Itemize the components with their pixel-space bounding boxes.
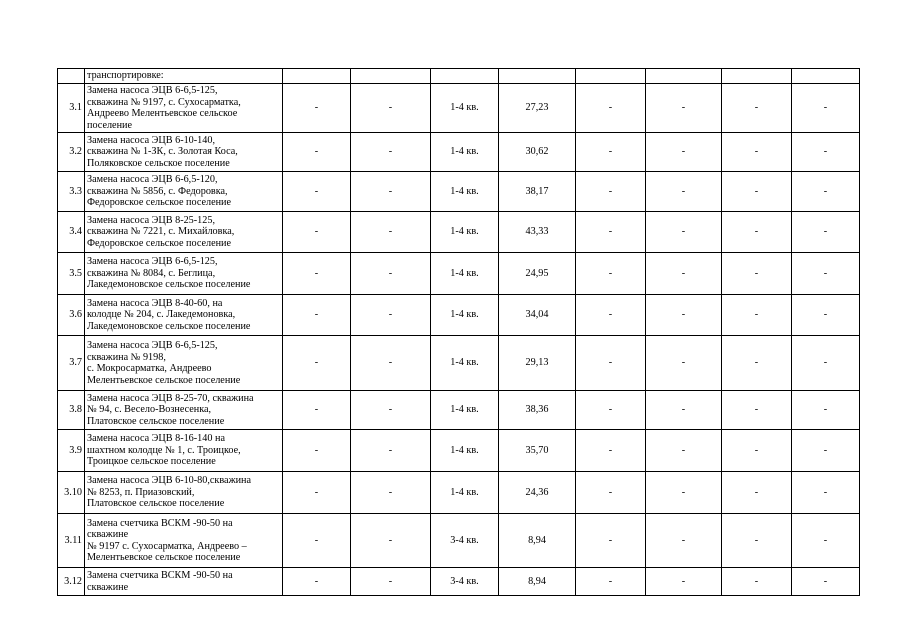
period-value: 1-4 кв.: [431, 133, 499, 172]
amount-value: 24,36: [499, 472, 576, 514]
col-1-value: -: [283, 133, 351, 172]
table-row: [58, 514, 860, 568]
col-2-value: -: [351, 472, 431, 514]
col-7-value: -: [722, 391, 792, 430]
col-6-value: [646, 69, 722, 84]
row-number: [58, 69, 85, 84]
col-6-value: -: [646, 472, 722, 514]
amount-value: 27,23: [499, 84, 576, 133]
col-2-value: -: [351, 430, 431, 472]
col-7-value: -: [722, 84, 792, 133]
col-2-value: -: [351, 514, 431, 568]
col-8-value: -: [792, 212, 860, 253]
col-7-value: -: [722, 430, 792, 472]
col-2-value: -: [351, 133, 431, 172]
col-2-value: -: [351, 295, 431, 336]
col-8-value: -: [792, 472, 860, 514]
col-7-value: -: [722, 253, 792, 295]
col-8-value: -: [792, 253, 860, 295]
table-row: [58, 391, 860, 430]
period-value: [431, 69, 499, 84]
col-7-value: [722, 69, 792, 84]
period-value: 3-4 кв.: [431, 568, 499, 596]
amount-value: 38,17: [499, 172, 576, 212]
table-row: [58, 253, 860, 295]
col-7-value: -: [722, 295, 792, 336]
col-5-value: -: [576, 472, 646, 514]
col-8-value: -: [792, 295, 860, 336]
table-row: [58, 133, 860, 172]
col-1-value: -: [283, 295, 351, 336]
col-8-value: -: [792, 391, 860, 430]
col-5-value: -: [576, 391, 646, 430]
row-number: 3.9: [58, 430, 85, 472]
amount-value: 34,04: [499, 295, 576, 336]
period-value: 3-4 кв.: [431, 514, 499, 568]
col-1-value: -: [283, 172, 351, 212]
work-description: Замена насоса ЭЦВ 6-6,5-125, скважина № 9198, с. Мокросарматка, Андреево Мелентьевское сельское поселение: [85, 336, 283, 391]
row-number: 3.7: [58, 336, 85, 391]
work-description: Замена насоса ЭЦВ 6-10-80,скважина № 8253, п. Приазовский, Платовское сельское поселение: [85, 472, 283, 514]
col-1-value: -: [283, 336, 351, 391]
col-7-value: -: [722, 172, 792, 212]
work-description: Замена насоса ЭЦВ 8-40-60, на колодце № 204, с. Лакедемоновка, Лакедемоновское сельское поселение: [85, 295, 283, 336]
col-2-value: -: [351, 253, 431, 295]
amount-value: 38,36: [499, 391, 576, 430]
col-5-value: -: [576, 84, 646, 133]
col-1-value: -: [283, 472, 351, 514]
period-value: 1-4 кв.: [431, 391, 499, 430]
col-8-value: [792, 69, 860, 84]
period-value: 1-4 кв.: [431, 172, 499, 212]
col-6-value: -: [646, 172, 722, 212]
col-2-value: [351, 69, 431, 84]
col-8-value: -: [792, 133, 860, 172]
col-7-value: -: [722, 212, 792, 253]
col-2-value: -: [351, 336, 431, 391]
col-1-value: -: [283, 568, 351, 596]
works-table: [57, 68, 860, 596]
table-row: [58, 212, 860, 253]
col-6-value: -: [646, 336, 722, 391]
work-description: Замена насоса ЭЦВ 8-25-125, скважина № 7221, с. Михайловка, Федоровское сельское поселение: [85, 212, 283, 253]
row-number: 3.2: [58, 133, 85, 172]
period-value: 1-4 кв.: [431, 430, 499, 472]
col-2-value: -: [351, 212, 431, 253]
amount-value: 43,33: [499, 212, 576, 253]
col-1-value: -: [283, 430, 351, 472]
col-8-value: -: [792, 84, 860, 133]
amount-value: 24,95: [499, 253, 576, 295]
col-5-value: -: [576, 568, 646, 596]
row-number: 3.3: [58, 172, 85, 212]
col-1-value: [283, 69, 351, 84]
col-1-value: -: [283, 391, 351, 430]
col-5-value: -: [576, 172, 646, 212]
amount-value: 35,70: [499, 430, 576, 472]
col-1-value: -: [283, 514, 351, 568]
table-row: [58, 172, 860, 212]
col-7-value: -: [722, 568, 792, 596]
col-8-value: -: [792, 568, 860, 596]
table-row: [58, 430, 860, 472]
work-description: Замена насоса ЭЦВ 8-25-70, скважина № 94, с. Весело-Вознесенка, Платовское сельское поселение: [85, 391, 283, 430]
col-6-value: -: [646, 568, 722, 596]
amount-value: 30,62: [499, 133, 576, 172]
amount-value: [499, 69, 576, 84]
period-value: 1-4 кв.: [431, 212, 499, 253]
col-1-value: -: [283, 253, 351, 295]
row-number: 3.8: [58, 391, 85, 430]
col-5-value: -: [576, 295, 646, 336]
work-description: Замена насоса ЭЦВ 6-6,5-125, скважина № 9197, с. Сухосарматка, Андреево Мелентьевское сельское поселение: [85, 84, 283, 133]
row-number: 3.4: [58, 212, 85, 253]
col-6-value: -: [646, 430, 722, 472]
work-description: Замена насоса ЭЦВ 6-10-140, скважина № 1-ЗК, с. Золотая Коса, Поляковское сельское поселение: [85, 133, 283, 172]
col-6-value: -: [646, 133, 722, 172]
col-2-value: -: [351, 172, 431, 212]
col-5-value: -: [576, 430, 646, 472]
amount-value: 8,94: [499, 568, 576, 596]
work-description: Замена насоса ЭЦВ 6-6,5-120, скважина № 5856, с. Федоровка, Федоровское сельское поселение: [85, 172, 283, 212]
table-row: [58, 568, 860, 596]
col-5-value: -: [576, 336, 646, 391]
col-6-value: -: [646, 84, 722, 133]
amount-value: 29,13: [499, 336, 576, 391]
table-row: [58, 295, 860, 336]
col-5-value: -: [576, 253, 646, 295]
col-8-value: -: [792, 514, 860, 568]
table-row: [58, 69, 860, 84]
col-8-value: -: [792, 430, 860, 472]
period-value: 1-4 кв.: [431, 336, 499, 391]
col-1-value: -: [283, 84, 351, 133]
row-number: 3.12: [58, 568, 85, 596]
col-8-value: -: [792, 336, 860, 391]
amount-value: 8,94: [499, 514, 576, 568]
table-row: [58, 336, 860, 391]
row-number: 3.10: [58, 472, 85, 514]
row-number: 3.1: [58, 84, 85, 133]
col-7-value: -: [722, 133, 792, 172]
period-value: 1-4 кв.: [431, 253, 499, 295]
table-row: [58, 84, 860, 133]
col-5-value: -: [576, 133, 646, 172]
work-description: Замена насоса ЭЦВ 8-16-140 на шахтном колодце № 1, с. Троицкое, Троицкое сельское поселение: [85, 430, 283, 472]
col-6-value: -: [646, 514, 722, 568]
col-2-value: -: [351, 391, 431, 430]
col-7-value: -: [722, 514, 792, 568]
col-2-value: -: [351, 568, 431, 596]
col-5-value: -: [576, 212, 646, 253]
work-description: Замена счетчика ВСКМ -90-50 на скважине: [85, 568, 283, 596]
col-5-value: [576, 69, 646, 84]
period-value: 1-4 кв.: [431, 295, 499, 336]
col-6-value: -: [646, 391, 722, 430]
col-6-value: -: [646, 295, 722, 336]
col-6-value: -: [646, 212, 722, 253]
row-number: 3.11: [58, 514, 85, 568]
col-8-value: -: [792, 172, 860, 212]
col-7-value: -: [722, 472, 792, 514]
col-2-value: -: [351, 84, 431, 133]
period-value: 1-4 кв.: [431, 84, 499, 133]
row-number: 3.6: [58, 295, 85, 336]
col-5-value: -: [576, 514, 646, 568]
col-1-value: -: [283, 212, 351, 253]
work-description: Замена насоса ЭЦВ 6-6,5-125, скважина № 8084, с. Беглица, Лакедемоновское сельское поселение: [85, 253, 283, 295]
table-row: [58, 472, 860, 514]
work-description: транспортировке:: [85, 69, 283, 84]
row-number: 3.5: [58, 253, 85, 295]
work-description: Замена счетчика ВСКМ -90-50 на скважине № 9197 с. Сухосарматка, Андреево – Мелентьевское сельское поселение: [85, 514, 283, 568]
col-7-value: -: [722, 336, 792, 391]
period-value: 1-4 кв.: [431, 472, 499, 514]
col-6-value: -: [646, 253, 722, 295]
